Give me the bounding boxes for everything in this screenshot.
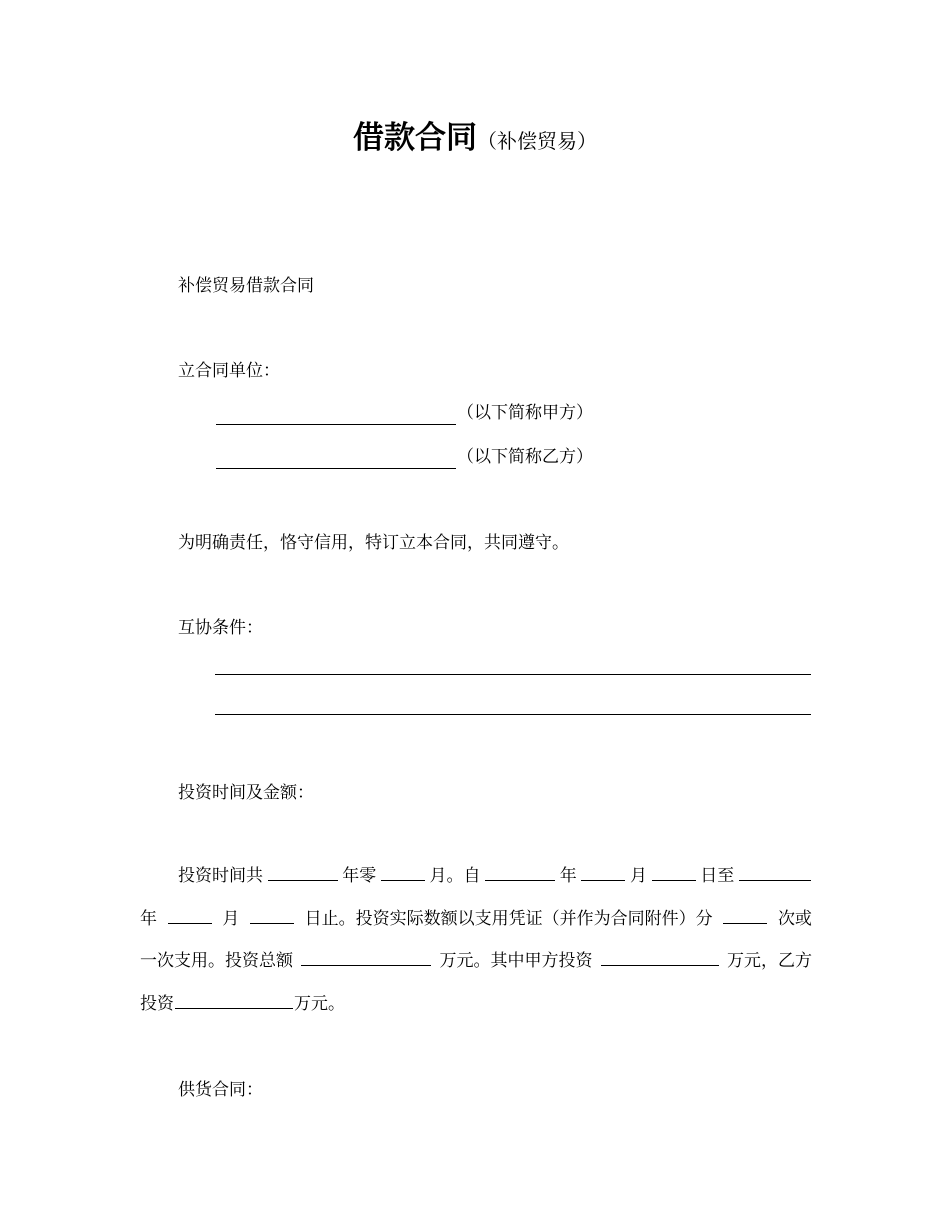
text-segment: 日至 xyxy=(700,866,735,886)
cooperation-line-1[interactable] xyxy=(215,674,811,675)
investment-row-3 xyxy=(140,940,812,983)
cooperation-line-2[interactable] xyxy=(215,714,811,715)
supply-heading: 供货合同： xyxy=(178,1080,263,1100)
investment-row-2 xyxy=(140,898,812,941)
start-month-blank[interactable] xyxy=(581,862,625,881)
cooperation-heading: 互协条件： xyxy=(178,618,263,638)
months-blank[interactable] xyxy=(381,862,425,881)
text-segment: 月 xyxy=(222,908,240,929)
text-segment: 一次支用。投资总额 xyxy=(140,951,293,971)
years-blank[interactable] xyxy=(268,862,338,881)
title-main: 借款合同 xyxy=(353,120,477,156)
installments-blank[interactable] xyxy=(723,905,767,924)
end-year-blank[interactable] xyxy=(739,862,811,881)
party-b-amount-blank[interactable] xyxy=(175,990,293,1009)
text-segment: 年零 xyxy=(342,866,377,886)
document-title xyxy=(0,112,950,157)
party-b-suffix: （以下简称乙方） xyxy=(457,447,593,467)
text-segment: 万元。 xyxy=(294,993,345,1014)
text-segment: 月 xyxy=(630,866,647,886)
investment-row-4 xyxy=(140,983,812,1026)
investment-heading: 投资时间及金额： xyxy=(178,783,314,803)
text-segment: 年 xyxy=(140,908,157,929)
party-a-amount-blank[interactable] xyxy=(601,947,719,966)
end-month-blank[interactable] xyxy=(168,905,212,924)
text-segment: 年 xyxy=(559,866,577,886)
total-amount-blank[interactable] xyxy=(301,947,431,966)
text-segment: 投资 xyxy=(140,993,174,1014)
start-year-blank[interactable] xyxy=(485,862,555,881)
text-segment: 投资时间共 xyxy=(178,866,263,886)
party-a-row xyxy=(215,401,593,425)
start-day-blank[interactable] xyxy=(652,862,696,881)
text-segment: 月。自 xyxy=(429,866,481,886)
parties-heading: 立合同单位： xyxy=(178,361,280,381)
end-day-blank[interactable] xyxy=(250,905,294,924)
text-segment: 日止。投资实际数额以支用凭证（并作为合同附件）分 xyxy=(304,908,713,929)
party-b-blank[interactable] xyxy=(216,450,456,469)
party-a-blank[interactable] xyxy=(216,406,456,425)
party-b-row xyxy=(215,445,593,469)
investment-row-1 xyxy=(140,855,812,898)
title-sub: （补偿贸易） xyxy=(477,129,597,153)
text-segment: 次或 xyxy=(777,908,812,929)
intro-text: 为明确责任，恪守信用，特订立本合同，共同遵守。 xyxy=(178,533,569,553)
text-segment: 万元。其中甲方投资 xyxy=(439,951,593,971)
party-a-suffix: （以下简称甲方） xyxy=(457,403,593,423)
text-segment: 万元，乙方 xyxy=(727,951,812,971)
investment-paragraph xyxy=(140,855,812,1025)
contract-subtitle: 补偿贸易借款合同 xyxy=(178,276,314,296)
